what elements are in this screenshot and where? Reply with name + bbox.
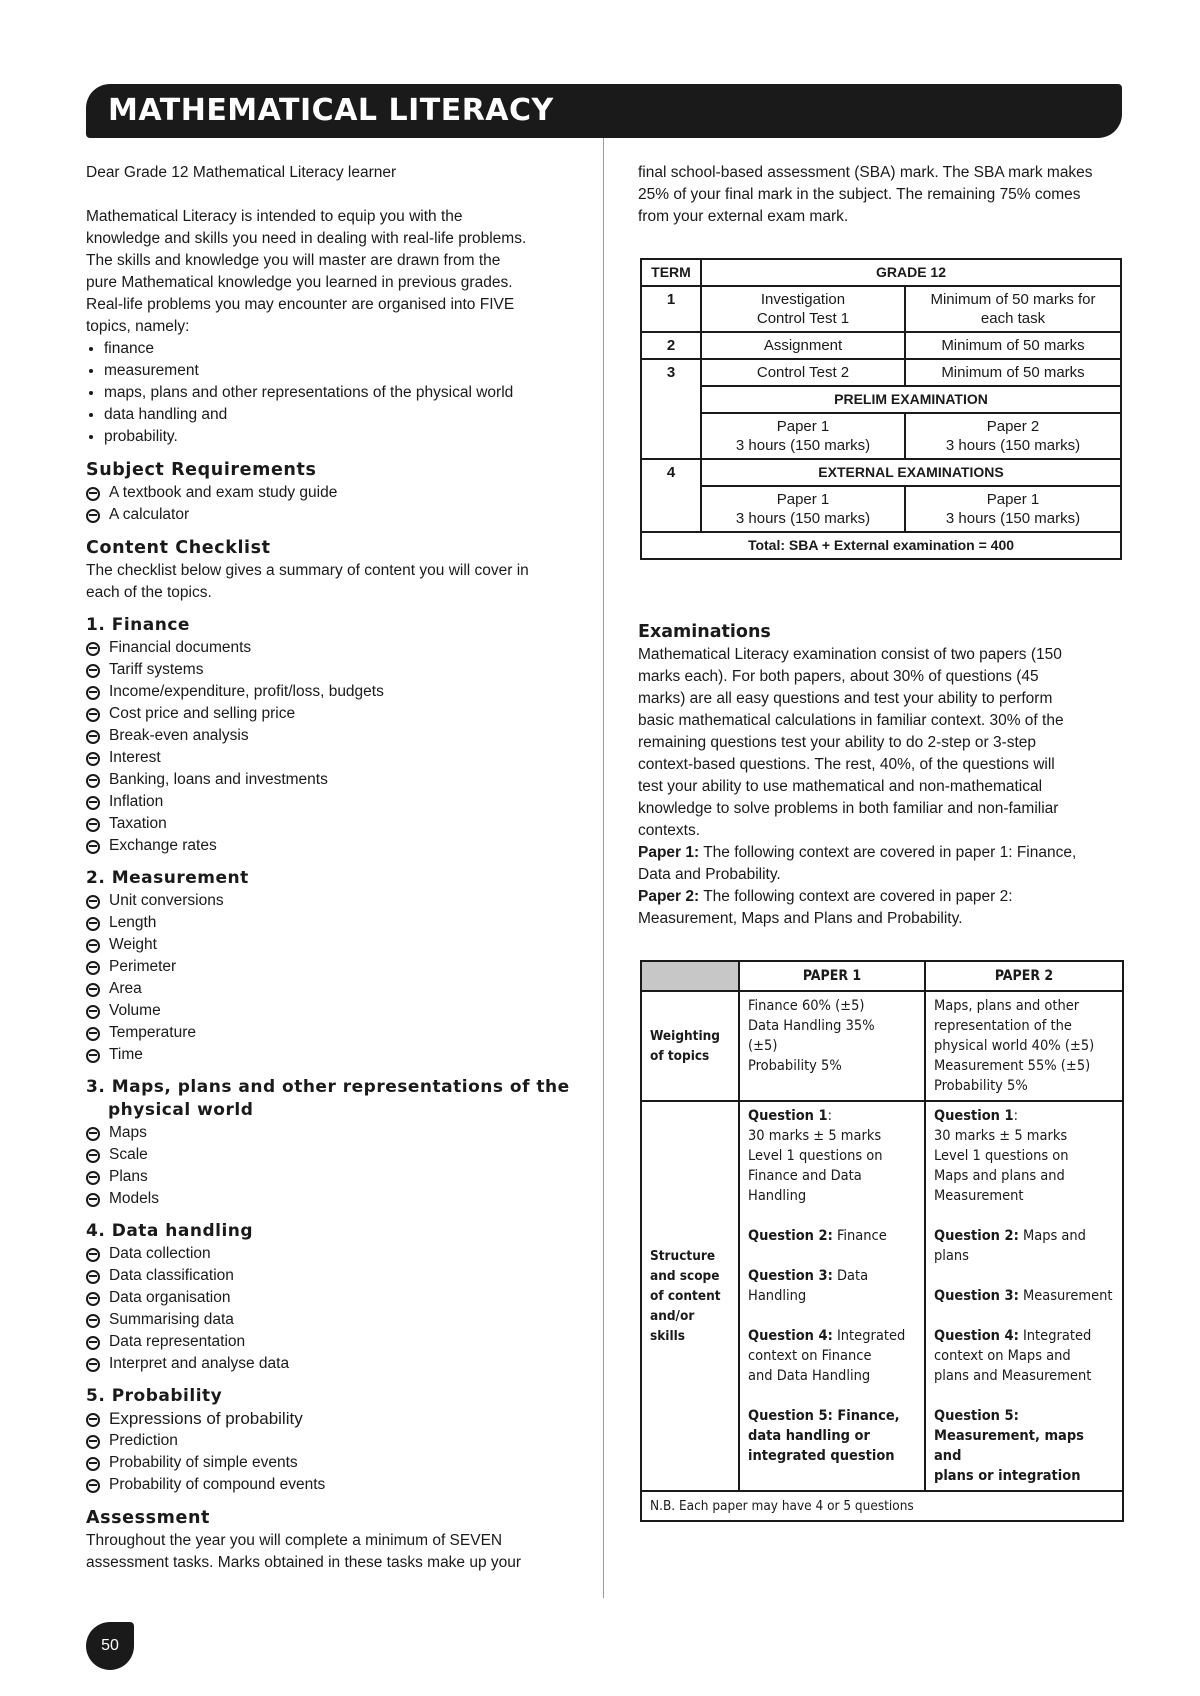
checkbox-icon: [86, 1005, 100, 1019]
checkbox-icon: [86, 642, 100, 656]
content-checklist-heading: Content Checklist: [86, 538, 271, 558]
page-title: MATHEMATICAL LITERACY: [108, 93, 554, 128]
list-item: maps, plans and other representations of the physical world: [86, 382, 586, 404]
checkbox-icon: [86, 818, 100, 832]
list-item: Break-even analysis: [86, 725, 586, 747]
checkbox-icon: [86, 1049, 100, 1063]
checkbox-icon: [86, 1193, 100, 1207]
list-item: probability.: [86, 426, 586, 448]
checkbox-icon: [86, 1457, 100, 1471]
checklist-intro: The checklist below gives a summary of content you will cover in each of the topics.: [86, 562, 529, 601]
table-header: GRADE 12: [701, 259, 1121, 286]
paper1-structure-cell: Question 1: 30 marks ± 5 marks Level 1 questions on Finance and Data Handling Question 2: Finance Question 3: Data Handling Question 4: Integrated context on Finance and Data Handling Question 5: Finance, data handling or integrated question: [739, 1101, 925, 1491]
probability-list: [86, 1408, 586, 1496]
checkbox-icon: [86, 752, 100, 766]
list-item: Probability of simple events: [86, 1452, 586, 1474]
table-row: 2 Assignment Minimum of 50 marks: [641, 332, 1121, 359]
examinations-section: Examinations Mathematical Literacy examination consist of two papers (150 marks each). For both papers, about 30% of questions (45 marks) are all easy questions and test your ability to perform basic mathematical calculations in familiar context. 30% of the remaining questions test your ability to do 2-step or 3-step context-based questions. The rest, 40%, of the questions will test your ability to use mathematical and non-mathematical knowledge to solve problems in both familiar and non-familiar contexts. Paper 1: The following context are covered in paper 1: Finance, Data and Probability. Paper 2: The following context are covered in paper 2: Measurement, Maps and Plans and Probability.: [638, 620, 1124, 930]
checkbox-icon: [86, 1358, 100, 1372]
measurement-list: [86, 890, 586, 1066]
checkbox-icon: [86, 939, 100, 953]
page-number-badge: [86, 1622, 134, 1670]
list-item: Temperature: [86, 1022, 586, 1044]
table-row: 4 EXTERNAL EXAMINATIONS: [641, 459, 1121, 486]
subject-requirements-heading: Subject Requirements: [86, 460, 317, 480]
list-item: Volume: [86, 1000, 586, 1022]
checkbox-icon: [86, 1413, 100, 1427]
checkbox-icon: [86, 664, 100, 678]
list-item: Scale: [86, 1144, 586, 1166]
list-item: Time: [86, 1044, 586, 1066]
table-row: 1 Investigation Control Test 1 Minimum of 50 marks for each task: [641, 286, 1121, 332]
list-item: Models: [86, 1188, 586, 1210]
checkbox-icon: [86, 509, 100, 523]
checkbox-icon: [86, 983, 100, 997]
requirements-list: [86, 482, 586, 526]
list-item: Prediction: [86, 1430, 586, 1452]
list-item: Exchange rates: [86, 835, 586, 857]
list-item: Unit conversions: [86, 890, 586, 912]
list-item: Expressions of probability: [86, 1408, 586, 1430]
list-item: Perimeter: [86, 956, 586, 978]
paper2-structure-cell: Question 1: 30 marks ± 5 marks Level 1 questions on Maps and plans and Measurement Question 2: Maps and plans Question 3: Measurement Question 4: Integrated context on Maps and plans and Measurement Question 5: Measurement, maps and plans or integration: [925, 1101, 1123, 1491]
checkbox-icon: [86, 1270, 100, 1284]
left-column: [86, 162, 586, 1574]
list-item: Weight: [86, 934, 586, 956]
checkbox-icon: [86, 1248, 100, 1262]
page-number: 50: [101, 1637, 119, 1654]
checkbox-icon: [86, 1149, 100, 1163]
checkbox-icon: [86, 487, 100, 501]
intro-paragraph: Mathematical Literacy is intended to equip you with the knowledge and skills you need in dealing with real-life problems. The skills and knowledge you will master are drawn from the pure Mathematical knowledge you learned in previous grades. Real-life problems you may encounter are organised into FIVE topics, namely:: [86, 208, 527, 335]
finance-heading: 1. Finance: [86, 615, 190, 635]
list-item: Interest: [86, 747, 586, 769]
list-item: Banking, loans and investments: [86, 769, 586, 791]
checkbox-icon: [86, 961, 100, 975]
greeting: Dear Grade 12 Mathematical Literacy learner: [86, 164, 397, 181]
checkbox-icon: [86, 1479, 100, 1493]
column-divider: [603, 138, 604, 1598]
list-item: Data collection: [86, 1243, 586, 1265]
table-header: PAPER 1: [739, 961, 925, 991]
sba-table: [640, 258, 1122, 560]
table-row: PRELIM EXAMINATION: [641, 386, 1121, 413]
list-item: Length: [86, 912, 586, 934]
list-item: Taxation: [86, 813, 586, 835]
list-item: Maps: [86, 1122, 586, 1144]
maps-list: [86, 1122, 586, 1210]
papers-note: N.B. Each paper may have 4 or 5 questions: [641, 1491, 1123, 1521]
assessment-paragraph: Throughout the year you will complete a minimum of SEVEN assessment tasks. Marks obtained in these tasks make up your: [86, 1532, 522, 1571]
table-row: Paper 1 3 hours (150 marks) Paper 1 3 hours (150 marks): [641, 486, 1121, 532]
list-item: data handling and: [86, 404, 586, 426]
list-item: Income/expenditure, profit/loss, budgets: [86, 681, 586, 703]
list-item: Area: [86, 978, 586, 1000]
checkbox-icon: [86, 1127, 100, 1141]
table-row: Structure and scope of content and/or skills Question 1: 30 marks ± 5 marks Level 1 questions on Finance and Data Handling Question 2: Finance Question 3: Data Handling Question 4: Integrated context on Finance and Data Handling Question 5: Finance, data handling or integrated question Question 1: 30 marks ± 5 marks Level 1 questions on Maps and plans and Measurement Question 2: Maps and plans Question 3: Measurement Question 4: Integrated context on Maps and plans and Measurement Question 5: Measurement, maps and plans or integration: [641, 1101, 1123, 1491]
list-item: Cost price and selling price: [86, 703, 586, 725]
checkbox-icon: [86, 895, 100, 909]
finance-list: [86, 637, 586, 857]
table-row: Paper 1 3 hours (150 marks) Paper 2 3 hours (150 marks): [641, 413, 1121, 459]
table-row: [641, 1491, 1123, 1521]
checkbox-icon: [86, 1027, 100, 1041]
list-item: Inflation: [86, 791, 586, 813]
checkbox-icon: [86, 840, 100, 854]
list-item: Data classification: [86, 1265, 586, 1287]
list-item: Interpret and analyse data: [86, 1353, 586, 1375]
probability-heading: 5. Probability: [86, 1386, 223, 1406]
list-item: Financial documents: [86, 637, 586, 659]
table-row: 3 Control Test 2 Minimum of 50 marks: [641, 359, 1121, 386]
list-item: Summarising data: [86, 1309, 586, 1331]
list-item: Data organisation: [86, 1287, 586, 1309]
checkbox-icon: [86, 774, 100, 788]
list-item: Tariff systems: [86, 659, 586, 681]
list-item: Data representation: [86, 1331, 586, 1353]
right-column-top: final school-based assessment (SBA) mark. The SBA mark makes 25% of your final mark in the subject. The remaining 75% comes from your external exam mark.: [638, 164, 1093, 225]
maps-heading: 3. Maps, plans and other representations of the physical world: [86, 1077, 570, 1120]
assessment-heading: Assessment: [86, 1508, 211, 1528]
list-item: measurement: [86, 360, 586, 382]
checkbox-icon: [86, 1171, 100, 1185]
table-header: TERM: [641, 259, 701, 286]
list-item: A textbook and exam study guide: [86, 482, 586, 504]
checkbox-icon: [86, 917, 100, 931]
checkbox-icon: [86, 730, 100, 744]
table-header: PAPER 2: [925, 961, 1123, 991]
checkbox-icon: [86, 796, 100, 810]
topics-list: [86, 338, 586, 448]
table-row: [641, 532, 1121, 559]
checkbox-icon: [86, 708, 100, 722]
checkbox-icon: [86, 686, 100, 700]
measurement-heading: 2. Measurement: [86, 868, 249, 888]
list-item: finance: [86, 338, 586, 360]
list-item: Probability of compound events: [86, 1474, 586, 1496]
total-row: Total: SBA + External examination = 400: [641, 532, 1121, 559]
checkbox-icon: [86, 1435, 100, 1449]
data-handling-heading: 4. Data handling: [86, 1221, 254, 1241]
checkbox-icon: [86, 1292, 100, 1306]
data-handling-list: [86, 1243, 586, 1375]
examinations-heading: Examinations: [638, 622, 771, 642]
list-item: Plans: [86, 1166, 586, 1188]
papers-table: [640, 960, 1124, 1522]
table-row: Weighting of topics Finance 60% (±5) Data Handling 35% (±5) Probability 5% Maps, plans and other representation of the physical world 40% (±5) Measurement 55% (±5) Probability 5%: [641, 991, 1123, 1101]
checkbox-icon: [86, 1336, 100, 1350]
title-banner: [86, 84, 1122, 138]
checkbox-icon: [86, 1314, 100, 1328]
list-item: A calculator: [86, 504, 586, 526]
